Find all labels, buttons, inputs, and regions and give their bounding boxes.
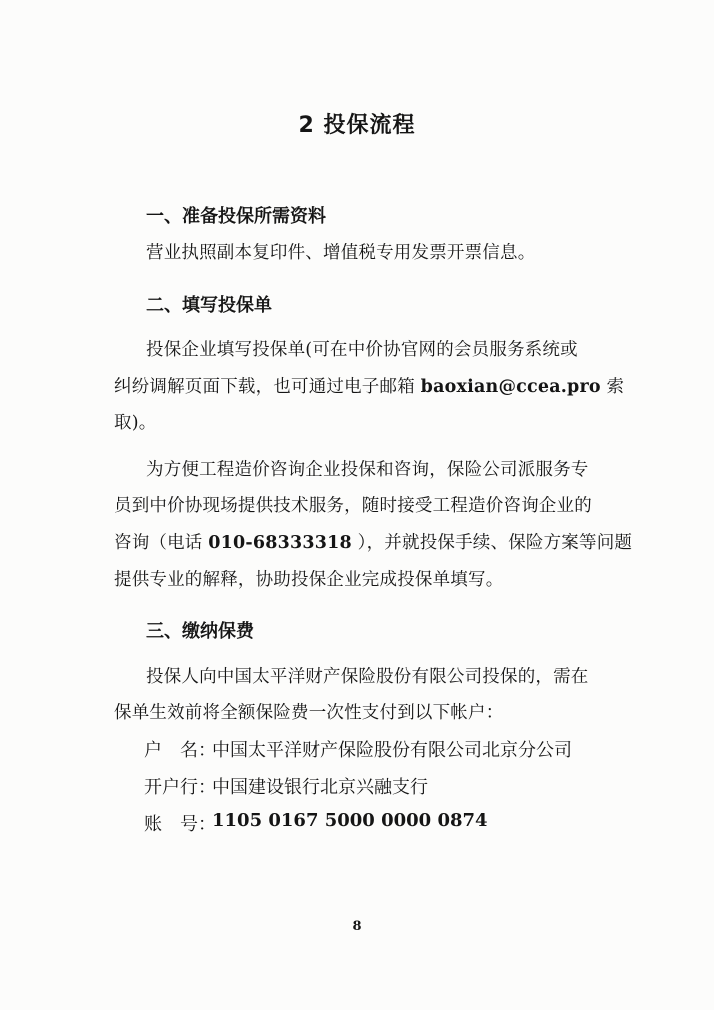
page-title: 2 投保流程 xyxy=(298,113,416,138)
bank-value: 中国建设银行北京兴融支行 xyxy=(212,777,428,798)
paragraph-text: 咨询（电话 xyxy=(114,533,203,553)
paragraph-line-form-2 xyxy=(114,375,625,399)
section-heading-premium: 三、缴纳保费 xyxy=(146,621,254,642)
account-name-label: 户 名： xyxy=(144,740,216,761)
section-heading-application-form: 二、填写投保单 xyxy=(146,295,272,316)
paragraph-text: 纠纷调解页面下载，也可通过电子邮箱 xyxy=(114,377,415,397)
paragraph-line-premium-2: 保单生效前将全额保险费一次性支付到以下帐户： xyxy=(114,703,504,723)
paragraph-line-service-2: 员到中价协现场提供技术服务，随时接受工程造价咨询企业的 xyxy=(114,496,592,516)
paragraph-text: ），并就投保手续、保险方案等问题 xyxy=(357,533,633,553)
paragraph-line-materials: 营业执照副本复印件、增值税专用发票开票信息。 xyxy=(146,243,536,263)
account-number-label: 账 号： xyxy=(144,814,216,835)
account-number-value: 1105 0167 5000 0000 0874 xyxy=(212,810,488,831)
paragraph-line-premium-1: 投保人向中国太平洋财产保险股份有限公司投保的，需在 xyxy=(146,667,589,687)
bank-label: 开户行： xyxy=(144,777,216,798)
paragraph-line-form-3: 取)。 xyxy=(114,413,157,433)
paragraph-line-service-4: 提供专业的解释，协助投保企业完成投保单填写。 xyxy=(114,570,504,590)
paragraph-line-form-1: 投保企业填写投保单(可在中价协官网的会员服务系统或 xyxy=(146,340,578,360)
paragraph-line-service-1: 为方便工程造价咨询企业投保和咨询，保险公司派服务专 xyxy=(146,460,589,480)
section-heading-materials: 一、准备投保所需资料 xyxy=(146,206,326,227)
page-number: 8 xyxy=(352,919,362,934)
paragraph-text: 索 xyxy=(606,377,625,397)
account-name-value: 中国太平洋财产保险股份有限公司北京分公司 xyxy=(212,740,572,761)
paragraph-line-service-3 xyxy=(114,531,633,555)
email-address: baoxian@ccea.pro xyxy=(420,377,601,397)
phone-number: 010-68333318 xyxy=(208,533,352,553)
